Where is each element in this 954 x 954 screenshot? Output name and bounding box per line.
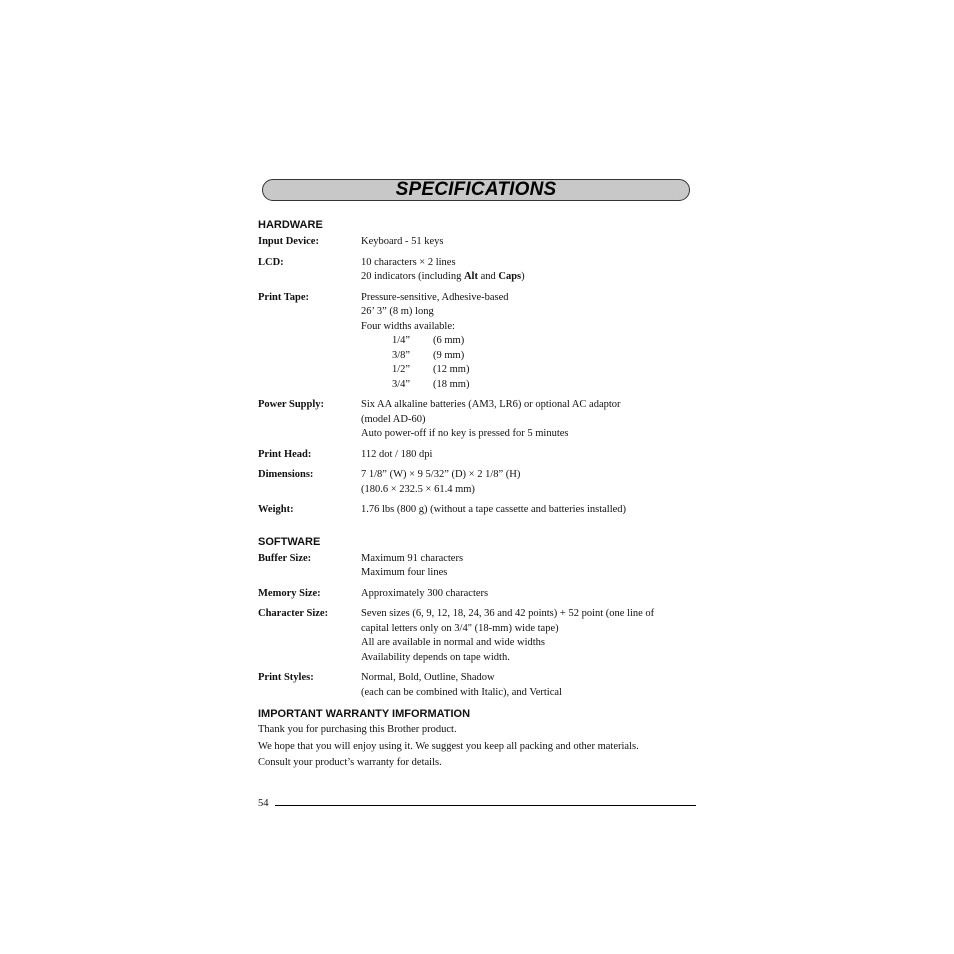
warranty-line: Thank you for purchasing this Brother product. [258, 724, 457, 735]
spec-value: Pressure-sensitive, Adhesive-based [361, 291, 509, 303]
spec-label: Print Styles: [258, 672, 314, 683]
spec-memory-size [258, 587, 698, 602]
spec-value: Approximately 300 characters [361, 587, 489, 599]
spec-power-supply [258, 398, 698, 442]
spec-label: Character Size: [258, 608, 329, 619]
spec-value: Four widths available: [361, 320, 455, 332]
spec-value: 10 characters × 2 lines [361, 256, 456, 268]
spec-print-tape [258, 291, 698, 393]
spec-buffer-size [258, 552, 698, 581]
spec-value: Maximum four lines [361, 567, 448, 578]
spec-value: 26’ 3” (8 m) long [361, 306, 434, 317]
page-number: 54 [258, 798, 269, 809]
spec-character-size [258, 607, 698, 665]
spec-label: Print Head: [258, 448, 312, 460]
software-heading: SOFTWARE [258, 535, 321, 548]
spec-input-device [258, 235, 698, 250]
spec-value-indicators: 20 indicators (including Alt and Caps) [361, 271, 525, 282]
spec-print-head [258, 448, 698, 463]
spec-lcd [258, 256, 698, 285]
spec-value: capital letters only on 3/4" (18-mm) wide tape) [361, 622, 559, 634]
tape-width-row: 1/2” (12 mm) [392, 364, 470, 375]
spec-value: 112 dot / 180 dpi [361, 448, 433, 460]
spec-label: Memory Size: [258, 587, 321, 599]
spec-label: Weight: [258, 504, 294, 515]
spec-value: Seven sizes (6, 9, 12, 18, 24, 36 and 42 points) + 52 point (one line of [361, 608, 655, 619]
spec-value: Normal, Bold, Outline, Shadow [361, 672, 495, 683]
spec-print-styles [258, 671, 698, 700]
spec-value: All are available in normal and wide widths [361, 637, 545, 648]
spec-label: Buffer Size: [258, 552, 312, 564]
spec-label: Print Tape: [258, 291, 310, 303]
page-title: SPECIFICATIONS [395, 179, 557, 200]
title-banner [262, 179, 690, 201]
tape-width-row: 1/4” (6 mm) [392, 335, 465, 346]
spec-label: LCD: [258, 256, 284, 268]
tape-width-row: 3/4” (18 mm) [392, 378, 470, 390]
spec-label: Input Device: [258, 236, 319, 247]
spec-label: Power Supply: [258, 399, 325, 410]
spec-value: Maximum 91 characters [361, 552, 464, 564]
spec-value: 1.76 lbs (800 g) (without a tape cassette and batteries installed) [361, 504, 627, 515]
spec-value: (model AD-60) [361, 413, 426, 425]
spec-value: Auto power-off if no key is pressed for 5 minutes [361, 428, 569, 439]
tape-width-row: 3/8” (9 mm) [392, 349, 465, 361]
spec-value: (each can be combined with Italic), and Vertical [361, 686, 562, 698]
spec-value: Keyboard - 51 keys [361, 236, 444, 247]
hardware-heading: HARDWARE [258, 219, 323, 231]
warranty-line: Consult your product’s warranty for details. [258, 757, 442, 768]
spec-label: Dimensions: [258, 469, 314, 480]
spec-value: Six AA alkaline batteries (AM3, LR6) or optional AC adaptor [361, 399, 621, 410]
spec-value: 7 1/8” (W) × 9 5/32” (D) × 2 1/8” (H) [361, 469, 521, 480]
spec-value: (180.6 × 232.5 × 61.4 mm) [361, 483, 475, 495]
specifications-content [258, 218, 698, 772]
spec-weight [258, 503, 698, 518]
warranty-line: We hope that you will enjoy using it. We suggest you keep all packing and other materials. [258, 740, 639, 752]
spec-value: Availability depends on tape width. [361, 651, 510, 663]
warranty-heading: IMPORTANT WARRANTY IMFORMATION [258, 708, 471, 720]
spec-dimensions [258, 468, 698, 497]
footer-rule [275, 805, 696, 806]
